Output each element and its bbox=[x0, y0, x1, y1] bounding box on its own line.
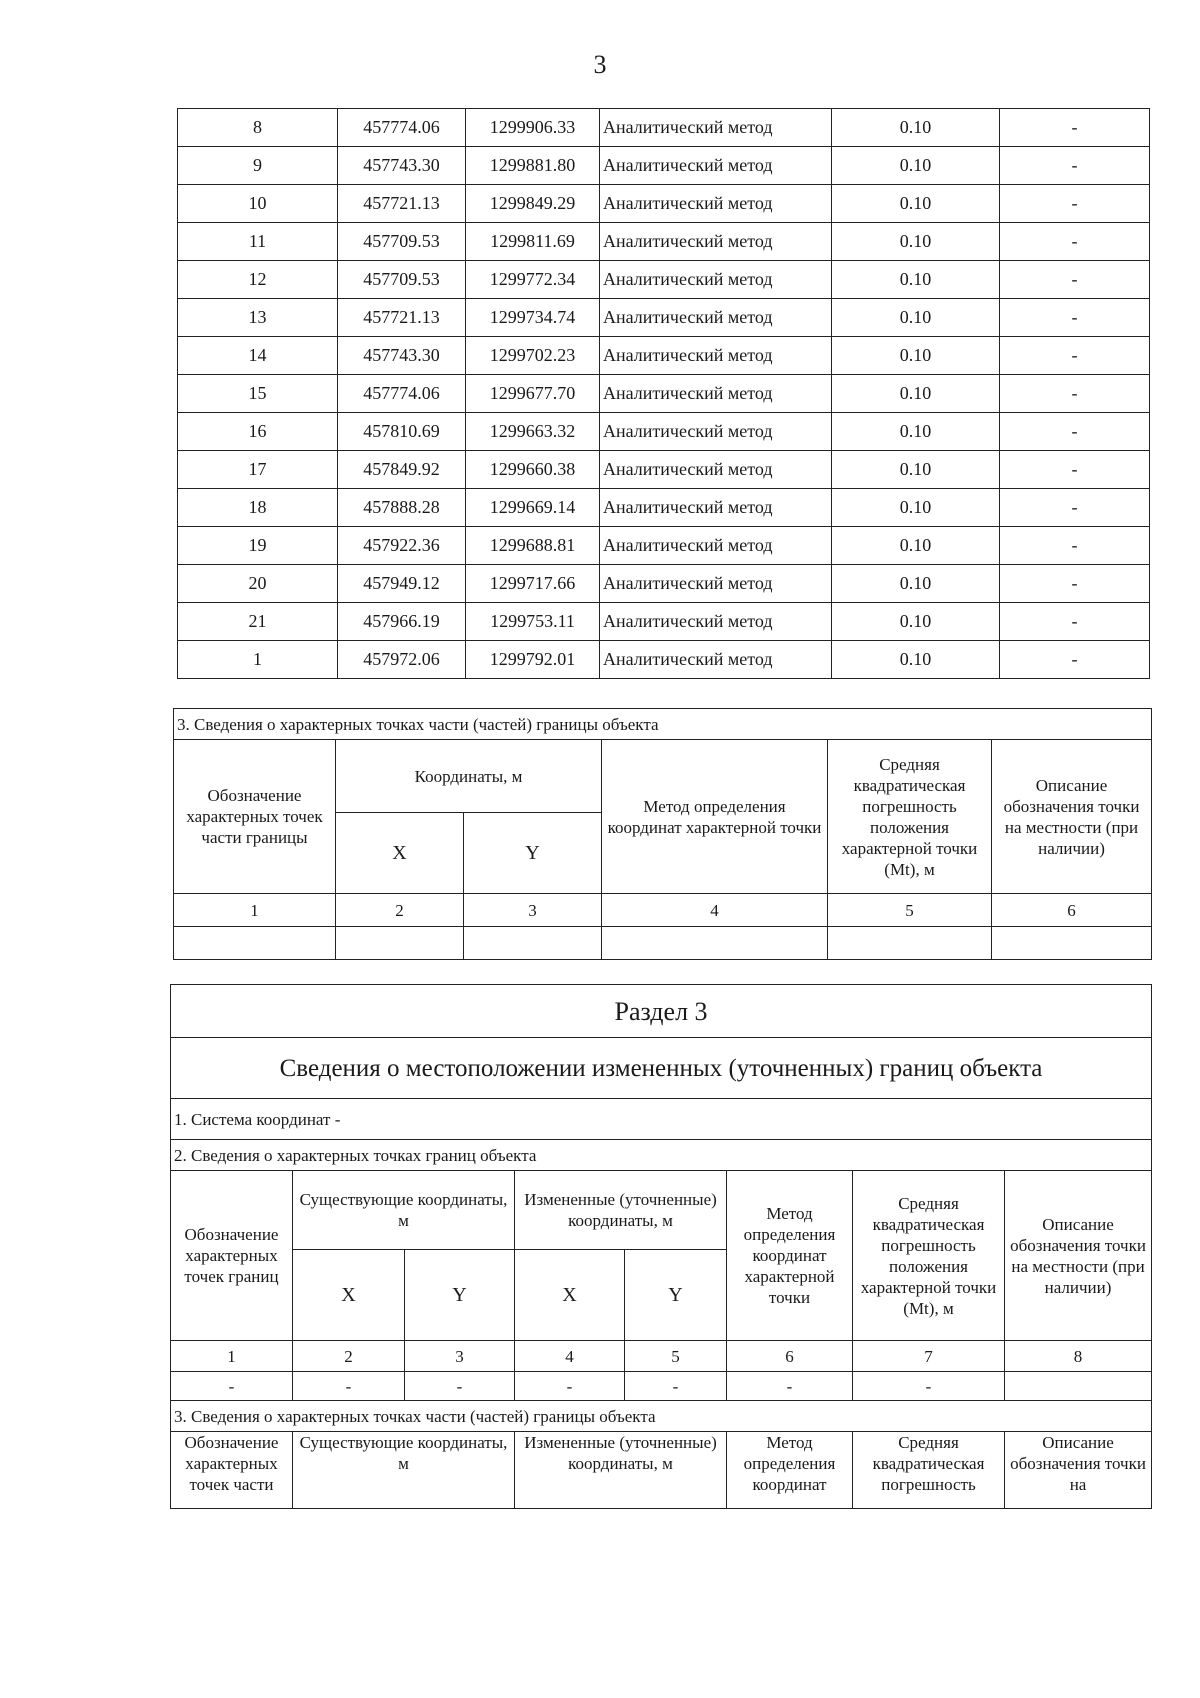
column-number: 3 bbox=[405, 1341, 515, 1372]
x-coordinate: 457709.53 bbox=[338, 223, 466, 261]
error-value: 0.10 bbox=[832, 185, 1000, 223]
col-x: X bbox=[336, 813, 464, 894]
method: Аналитический метод bbox=[600, 185, 832, 223]
y-coordinate: 1299811.69 bbox=[466, 223, 600, 261]
table-row bbox=[178, 527, 1150, 565]
table-row bbox=[178, 451, 1150, 489]
description: - bbox=[1000, 299, 1150, 337]
error-value: 0.10 bbox=[832, 565, 1000, 603]
empty-cell bbox=[336, 927, 464, 960]
empty-value: - bbox=[853, 1372, 1005, 1401]
column-number: 2 bbox=[336, 894, 464, 927]
table-row bbox=[178, 261, 1150, 299]
error-value: 0.10 bbox=[832, 223, 1000, 261]
point-number: 10 bbox=[178, 185, 338, 223]
y-coordinate: 1299677.70 bbox=[466, 375, 600, 413]
col-changed-x: X bbox=[515, 1250, 625, 1341]
part-points-table bbox=[173, 708, 1152, 960]
empty-cell bbox=[992, 927, 1152, 960]
description: - bbox=[1000, 603, 1150, 641]
point-number: 16 bbox=[178, 413, 338, 451]
table-row bbox=[178, 565, 1150, 603]
error-value: 0.10 bbox=[832, 489, 1000, 527]
description: - bbox=[1000, 261, 1150, 299]
point-number: 20 bbox=[178, 565, 338, 603]
error-value: 0.10 bbox=[832, 337, 1000, 375]
x-coordinate: 457849.92 bbox=[338, 451, 466, 489]
table-row bbox=[178, 223, 1150, 261]
x-coordinate: 457922.36 bbox=[338, 527, 466, 565]
table-row bbox=[178, 641, 1150, 679]
empty-value bbox=[1005, 1372, 1152, 1401]
empty-value: - bbox=[171, 1372, 293, 1401]
col-existing-y: Y bbox=[405, 1250, 515, 1341]
point-number: 15 bbox=[178, 375, 338, 413]
col-part-method: Метод определения координат bbox=[727, 1432, 853, 1509]
y-coordinate: 1299669.14 bbox=[466, 489, 600, 527]
y-coordinate: 1299663.32 bbox=[466, 413, 600, 451]
column-numbers-row bbox=[171, 1341, 1152, 1372]
x-coordinate: 457774.06 bbox=[338, 375, 466, 413]
description: - bbox=[1000, 641, 1150, 679]
error-value: 0.10 bbox=[832, 641, 1000, 679]
col-part-description: Описание обозначения точки на bbox=[1005, 1432, 1152, 1509]
column-number: 4 bbox=[515, 1341, 625, 1372]
method: Аналитический метод bbox=[600, 413, 832, 451]
description: - bbox=[1000, 413, 1150, 451]
col-description: Описание обозначения точки на местности (при наличии) bbox=[992, 740, 1152, 894]
x-coordinate: 457709.53 bbox=[338, 261, 466, 299]
empty-value: - bbox=[405, 1372, 515, 1401]
col-designation: Обозначение характерных точек границ bbox=[171, 1171, 293, 1341]
column-number: 1 bbox=[174, 894, 336, 927]
y-coordinate: 1299906.33 bbox=[466, 109, 600, 147]
method: Аналитический метод bbox=[600, 603, 832, 641]
col-changed-coordinates: Измененные (уточненные) координаты, м bbox=[515, 1171, 727, 1250]
x-coordinate: 457810.69 bbox=[338, 413, 466, 451]
description: - bbox=[1000, 565, 1150, 603]
column-number: 2 bbox=[293, 1341, 405, 1372]
part-points-heading: 3. Сведения о характерных точках части (частей) границы объекта bbox=[171, 1401, 1152, 1432]
column-number: 1 bbox=[171, 1341, 293, 1372]
point-number: 8 bbox=[178, 109, 338, 147]
table-row bbox=[178, 603, 1150, 641]
col-coordinates: Координаты, м bbox=[336, 740, 602, 813]
point-number: 19 bbox=[178, 527, 338, 565]
method: Аналитический метод bbox=[600, 527, 832, 565]
section-subtitle: Сведения о местоположении измененных (уточненных) границ объекта bbox=[171, 1038, 1152, 1099]
method: Аналитический метод bbox=[600, 337, 832, 375]
method: Аналитический метод bbox=[600, 489, 832, 527]
x-coordinate: 457721.13 bbox=[338, 185, 466, 223]
error-value: 0.10 bbox=[832, 527, 1000, 565]
error-value: 0.10 bbox=[832, 261, 1000, 299]
x-coordinate: 457743.30 bbox=[338, 147, 466, 185]
point-number: 13 bbox=[178, 299, 338, 337]
col-part-existing: Существующие координаты, м bbox=[293, 1432, 515, 1509]
column-number: 3 bbox=[464, 894, 602, 927]
x-coordinate: 457972.06 bbox=[338, 641, 466, 679]
empty-data-row bbox=[171, 1372, 1152, 1401]
table-row bbox=[178, 413, 1150, 451]
empty-cell bbox=[602, 927, 828, 960]
col-part-designation: Обозначение характерных точек части bbox=[171, 1432, 293, 1509]
table-row bbox=[178, 109, 1150, 147]
method: Аналитический метод bbox=[600, 109, 832, 147]
empty-value: - bbox=[515, 1372, 625, 1401]
y-coordinate: 1299849.29 bbox=[466, 185, 600, 223]
description: - bbox=[1000, 185, 1150, 223]
y-coordinate: 1299753.11 bbox=[466, 603, 600, 641]
table-row bbox=[178, 375, 1150, 413]
empty-value: - bbox=[625, 1372, 727, 1401]
column-number: 8 bbox=[1005, 1341, 1152, 1372]
error-value: 0.10 bbox=[832, 603, 1000, 641]
point-number: 9 bbox=[178, 147, 338, 185]
description: - bbox=[1000, 223, 1150, 261]
col-method: Метод определения координат характерной точки bbox=[727, 1171, 853, 1341]
column-number: 6 bbox=[992, 894, 1152, 927]
method: Аналитический метод bbox=[600, 375, 832, 413]
x-coordinate: 457774.06 bbox=[338, 109, 466, 147]
table-row bbox=[178, 185, 1150, 223]
point-number: 18 bbox=[178, 489, 338, 527]
col-existing-coordinates: Существующие координаты, м bbox=[293, 1171, 515, 1250]
part-points-heading: 3. Сведения о характерных точках части (частей) границы объекта bbox=[174, 709, 1152, 740]
method: Аналитический метод bbox=[600, 261, 832, 299]
error-value: 0.10 bbox=[832, 413, 1000, 451]
empty-value: - bbox=[293, 1372, 405, 1401]
method: Аналитический метод bbox=[600, 641, 832, 679]
description: - bbox=[1000, 527, 1150, 565]
col-designation: Обозначение характерных точек части границы bbox=[174, 740, 336, 894]
table-row bbox=[178, 337, 1150, 375]
column-number: 7 bbox=[853, 1341, 1005, 1372]
y-coordinate: 1299734.74 bbox=[466, 299, 600, 337]
empty-value: - bbox=[727, 1372, 853, 1401]
y-coordinate: 1299717.66 bbox=[466, 565, 600, 603]
column-numbers-row bbox=[174, 894, 1152, 927]
boundary-points-body bbox=[178, 109, 1150, 679]
method: Аналитический метод bbox=[600, 147, 832, 185]
error-value: 0.10 bbox=[832, 147, 1000, 185]
col-error: Средняя квадратическая погрешность положения характерной точки (Mt), м bbox=[828, 740, 992, 894]
error-value: 0.10 bbox=[832, 109, 1000, 147]
table-row bbox=[178, 147, 1150, 185]
column-number: 6 bbox=[727, 1341, 853, 1372]
x-coordinate: 457949.12 bbox=[338, 565, 466, 603]
column-number: 5 bbox=[625, 1341, 727, 1372]
y-coordinate: 1299881.80 bbox=[466, 147, 600, 185]
points-heading: 2. Сведения о характерных точках границ объекта bbox=[171, 1140, 1152, 1171]
method: Аналитический метод bbox=[600, 223, 832, 261]
col-part-error: Средняя квадратическая погрешность bbox=[853, 1432, 1005, 1509]
point-number: 14 bbox=[178, 337, 338, 375]
section3-table bbox=[170, 984, 1152, 1509]
col-y: Y bbox=[464, 813, 602, 894]
error-value: 0.10 bbox=[832, 451, 1000, 489]
column-number: 5 bbox=[828, 894, 992, 927]
col-part-changed: Измененные (уточненные) координаты, м bbox=[515, 1432, 727, 1509]
point-number: 21 bbox=[178, 603, 338, 641]
boundary-points-table bbox=[177, 108, 1150, 679]
y-coordinate: 1299702.23 bbox=[466, 337, 600, 375]
method: Аналитический метод bbox=[600, 451, 832, 489]
error-value: 0.10 bbox=[832, 375, 1000, 413]
col-method: Метод определения координат характерной точки bbox=[602, 740, 828, 894]
method: Аналитический метод bbox=[600, 565, 832, 603]
x-coordinate: 457888.28 bbox=[338, 489, 466, 527]
y-coordinate: 1299688.81 bbox=[466, 527, 600, 565]
point-number: 1 bbox=[178, 641, 338, 679]
method: Аналитический метод bbox=[600, 299, 832, 337]
coordinate-system: 1. Система координат - bbox=[171, 1099, 1152, 1140]
description: - bbox=[1000, 375, 1150, 413]
empty-cell bbox=[464, 927, 602, 960]
error-value: 0.10 bbox=[832, 299, 1000, 337]
x-coordinate: 457721.13 bbox=[338, 299, 466, 337]
table-row bbox=[178, 489, 1150, 527]
description: - bbox=[1000, 147, 1150, 185]
y-coordinate: 1299792.01 bbox=[466, 641, 600, 679]
x-coordinate: 457743.30 bbox=[338, 337, 466, 375]
point-number: 12 bbox=[178, 261, 338, 299]
y-coordinate: 1299772.34 bbox=[466, 261, 600, 299]
point-number: 17 bbox=[178, 451, 338, 489]
col-error: Средняя квадратическая погрешность положения характерной точки (Mt), м bbox=[853, 1171, 1005, 1341]
empty-cell bbox=[174, 927, 336, 960]
description: - bbox=[1000, 109, 1150, 147]
page-number: 3 bbox=[593, 50, 607, 79]
col-changed-y: Y bbox=[625, 1250, 727, 1341]
empty-cell bbox=[828, 927, 992, 960]
col-existing-x: X bbox=[293, 1250, 405, 1341]
description: - bbox=[1000, 489, 1150, 527]
section-title: Раздел 3 bbox=[171, 985, 1152, 1038]
y-coordinate: 1299660.38 bbox=[466, 451, 600, 489]
col-description: Описание обозначения точки на местности (при наличии) bbox=[1005, 1171, 1152, 1341]
description: - bbox=[1000, 337, 1150, 375]
point-number: 11 bbox=[178, 223, 338, 261]
x-coordinate: 457966.19 bbox=[338, 603, 466, 641]
column-number: 4 bbox=[602, 894, 828, 927]
table-row bbox=[178, 299, 1150, 337]
description: - bbox=[1000, 451, 1150, 489]
